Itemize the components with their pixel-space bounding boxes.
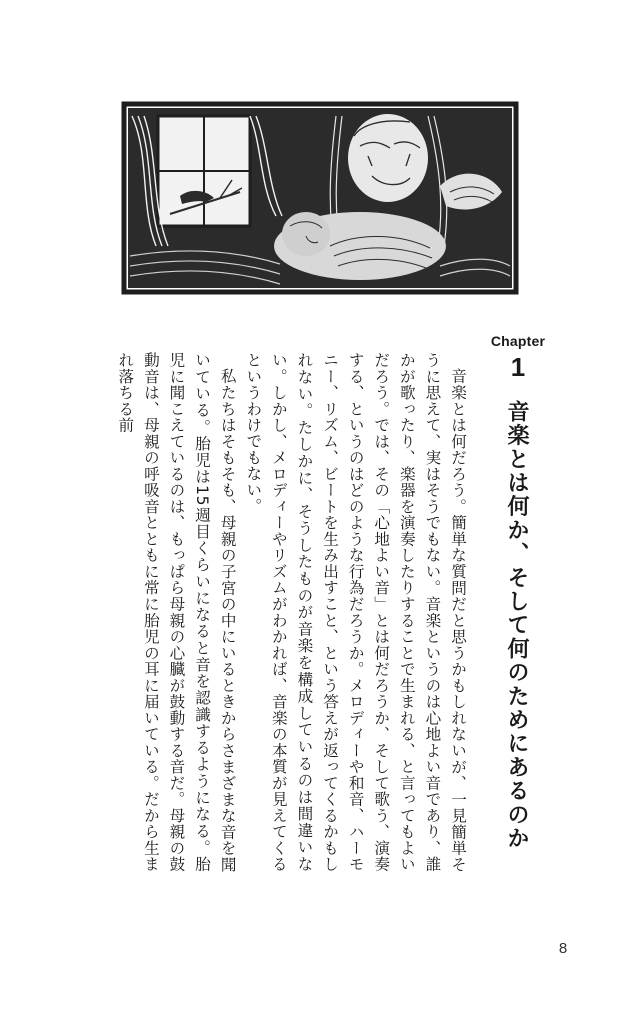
chapter-label: Chapter xyxy=(490,333,546,349)
chapter-illustration xyxy=(110,96,526,300)
chapter-title: 音楽とは何か、そして何のためにあるのか xyxy=(504,400,529,851)
woodcut-mother-baby-illustration xyxy=(110,96,526,300)
body-paragraph: 私たちはそもそも、母親の子宮の中にいるときからさまざまな音を聞いている。胎児は15週目くらいになると音を認識するようになる。胎児に聞こえているのは、もっぱら母親の心臓が鼓動する音だ。母親の鼓動音は、母親の呼吸音とともに常に胎児の耳に届いている。だから生まれ落ちる前 xyxy=(116,352,237,872)
body-text xyxy=(112,352,470,872)
chapter-number: 1 xyxy=(510,352,526,382)
body-paragraph: 音楽とは何だろう。簡単な質問だと思うかもしれないが、一見簡単そうに思えて、実はそうでもない。音楽というのは心地よい音であり、誰かが歌ったり、楽器を演奏したりすることで生まれる、と言ってもよいだろう。では、その「心地よい音」とは何だろうか、そして歌う、演奏する、というのはどのような行為だろうか。メロディーや和音、ハーモニー、リズム、ビートを生み出すこと、という答えが返ってくるかもしれない。たしかに、そうしたものが音楽を構成しているのは間違いない。しかし、メロディーやリズムがわかれば、音楽の本質が見えてくるというわけでもない。 xyxy=(244,352,467,872)
page-number: 8 xyxy=(558,940,568,957)
